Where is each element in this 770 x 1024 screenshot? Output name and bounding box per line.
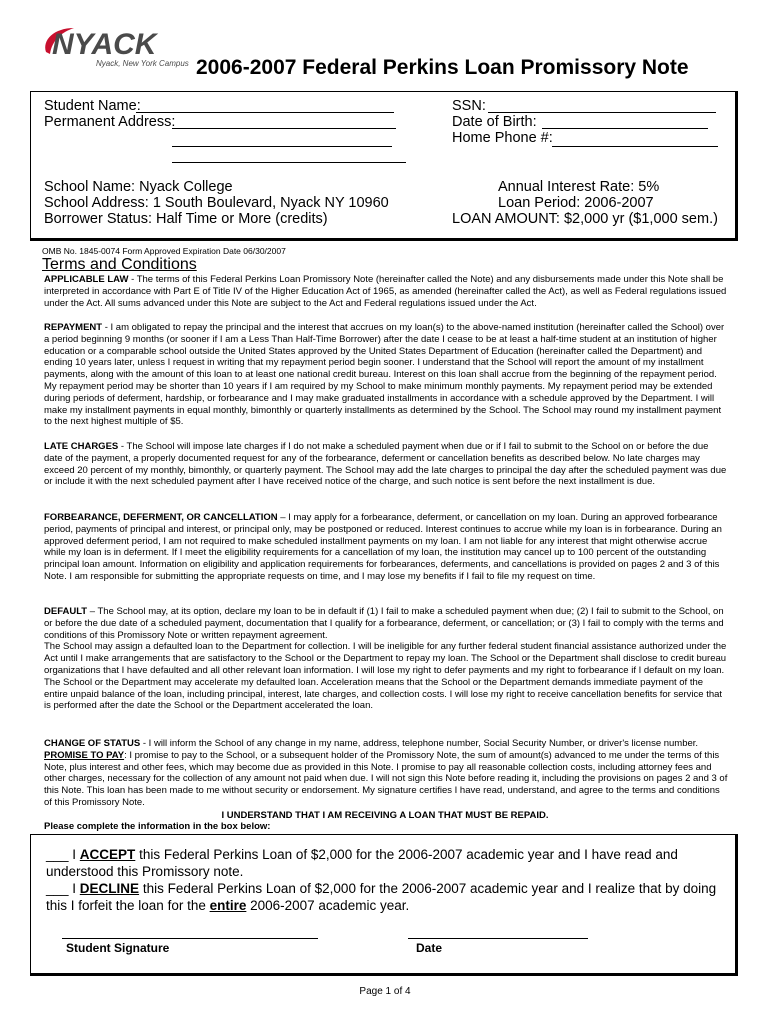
change-of-status-text: - I will inform the School of any change in my name, address, telephone number, Social Security Number, or driver's license number. — [140, 738, 699, 749]
accept-option — [46, 846, 726, 880]
dob-field[interactable] — [542, 128, 708, 129]
late-charges-section — [44, 441, 728, 488]
student-name-row — [44, 98, 141, 114]
loan-period: Loan Period: 2006-2007 — [498, 195, 654, 211]
promise-to-pay-text: : I promise to pay to the School, or a subsequent holder of the Promissory Note, the sum of amount(s) advanced to me under the terms of this Note, plus interest and other fees, which may become due as provided in this Note. I promise to pay all reasonable collection costs, including attorney fees and other charges, necessary for the collection of any amount not paid when due. I will not sign this Note before reading it, including the provisions on pages 2 and 3 of this Note. This loan has been made to me without security or endorsement. My signature certifies I have read, understand, and agree to the terms and conditions of this Promissory Note. — [44, 749, 728, 808]
decline-checkbox-blank[interactable]: ___ — [46, 881, 69, 896]
logo-subtitle: Nyack, New York Campus — [96, 59, 189, 68]
address-line-3[interactable] — [172, 162, 406, 163]
home-phone-field[interactable] — [552, 146, 718, 147]
forbearance-heading: FORBEARANCE, DEFERMENT, OR CANCELLATION — [44, 512, 278, 523]
accept-i: I — [68, 847, 80, 862]
page-number: Page 1 of 4 — [359, 986, 411, 997]
understand-statement: I UNDERSTAND THAT I AM RECEIVING A LOAN THAT MUST BE REPAID. — [221, 810, 549, 821]
student-name-label: Student Name: — [44, 98, 141, 114]
logo-text: NYACK — [52, 28, 157, 61]
default-text: – The School may, at its option, declare my loan to be in default if (1) I fail to make a scheduled payment when due; (2) I fail to submit to the School, on or before the due date of a scheduled payment, documentation that I qualify for a forbearance, deferment, or cancellation; or (3) I fail to comply with the terms and conditions of this Promissory Note or written repayment agreement. — [44, 606, 724, 641]
decline-i: I — [68, 881, 80, 896]
change-of-status-heading: CHANGE OF STATUS — [44, 738, 141, 749]
repayment-section — [44, 322, 728, 428]
accept-checkbox-blank[interactable]: ___ — [46, 847, 69, 862]
repayment-text: - I am obligated to repay the principal and the interest that accrues on my loan(s) to the above-named institution (hereinafter called the School) over a period beginning 9 months (or sooner if I am a Less Than Half-Time Borrower) after the date I cease to be at least a half-time student at an institution of higher education or a comparable school outside the United States approved by the United States Department of Education (hereinafter called the Department) and ending 10 years later, unless I request in writing that my repayment period begin sooner. I understand that the School will report the amount of my installment payments, along with the amount of this loan to at least one national credit bureau. Interest on this loan shall accrue from the beginning of the repayment period. My repayment period may be shorter than 10 years if I am required by my School to make minimum monthly payments. My repayment period may be extended during periods of deferment, hardship, or forbearance and I may make graduated installments in accordance with a schedule approved by the Department. I will make my installment payments in equal monthly, bimonthly or quarterly installments as determined by the School. The School may round my installment payment to the next highest multiple of $5. — [44, 322, 725, 428]
date-label: Date — [416, 941, 443, 955]
terms-heading: Terms and Conditions — [42, 256, 197, 273]
ssn-label: SSN: — [452, 98, 486, 114]
default-section — [44, 606, 728, 712]
document-title: 2006-2007 Federal Perkins Loan Promissory Note — [196, 56, 689, 79]
borrower-status: Borrower Status: Half Time or More (credits) — [44, 211, 328, 227]
permanent-address-label: Permanent Address: — [44, 114, 176, 130]
decline-word: DECLINE — [79, 881, 140, 896]
default-text-2: The School may assign a defaulted loan to the Department for collection. I will be ineligible for any further federal student financial assistance authorized under the Act until I make arrangements that are satisfactory to the School or the Department to repay my loan. The School or the Department shall disclose to credit bureau organizations that I have defaulted and all other relevant loan information. I will lose my right to defer payments and my right to forbearance if I default on my loan. The School or the Department may accelerate my defaulted loan. Acceleration means that the School or the Department demands immediate payment of the entire unpaid balance of the loan, including principal, interest, late charges, and collection costs. I will lose my right to receive cancellation benefits for service that is performed after the date the School or the Department accelerated the loan. — [44, 641, 727, 712]
forbearance-text: – I may apply for a forbearance, deferment, or cancellation on my loan. During an approved forbearance period, payments of principal and interest, or principal only, may be postponed or reduced. Interest continues to accrue while my loan is in forbearance. During an approved deferment period, I am not required to make scheduled installment payments on my loan. I am not liable for any interest that might otherwise accrue while my loan is in deferment. If I meet the eligibility requirements for a cancellation of my loan, the institution may cancel up to 100 percent of the outstanding principal loan amount. Information on eligibility and application requirements for forbearances, deferments, and cancellations is provided on pages 2 and 3 of this Note. I am responsible for submitting the appropriate requests on time, and I may lose my benefits if I fail to file my request on time. — [44, 512, 722, 582]
applicable-law-section — [44, 274, 728, 309]
late-charges-text: - The School will impose late charges if I do not make a scheduled payment when due or if I fail to submit to the School on or before the due date of the payment, a properly documented request for any of the forbearance, deferment or cancellation benefits as described below. No late charges may exceed 20 percent of my monthly, bimonthly, or quarterly payment. The School may add the late charges to principal the day after the scheduled payment was due or include it with the next scheduled payment after I have received notice of the charge, and such notice is sent before the next installment is due. — [44, 441, 727, 488]
dob-label: Date of Birth: — [452, 114, 537, 130]
address-line-2[interactable] — [172, 146, 392, 147]
applicable-law-heading: APPLICABLE LAW — [44, 274, 129, 285]
promise-to-pay-heading: PROMISE TO PAY — [44, 749, 125, 761]
nyack-logo — [40, 22, 190, 74]
address-line-1[interactable] — [172, 128, 396, 129]
change-of-status-section — [44, 738, 728, 809]
student-name-field[interactable] — [136, 112, 394, 113]
annual-interest-rate: Annual Interest Rate: 5% — [498, 179, 660, 195]
forbearance-section — [44, 512, 728, 583]
decline-option — [46, 880, 726, 914]
decline-text: this Federal Perkins Loan of $2,000 for the 2006-2007 academic year and I realize that by doing this I forfeit the loan for the — [46, 881, 717, 913]
decline-text-end: 2006-2007 academic year. — [246, 898, 410, 913]
repayment-heading: REPAYMENT — [44, 322, 103, 333]
entire-word: entire — [209, 898, 247, 913]
applicable-law-text: - The terms of this Federal Perkins Loan Promissory Note (hereinafter called the Note) and any disbursements made under this Note shall be interpreted in accordance with Part E of Title IV of the Higher Education Act of 1965, as amended (hereinafter called the Act), as well as Federal regulations issued under the Act. All sums advanced under this Note are subject to the Act and Federal regulations issued under the Act. — [44, 274, 727, 309]
school-name: School Name: Nyack College — [44, 179, 233, 195]
home-phone-label: Home Phone #: — [452, 130, 553, 146]
complete-instruction: Please complete the information in the box below: — [44, 821, 271, 832]
school-address: School Address: 1 South Boulevard, Nyack NY 10960 — [44, 195, 389, 211]
signature-line[interactable] — [62, 938, 318, 939]
loan-amount: LOAN AMOUNT: $2,000 yr ($1,000 sem.) — [452, 211, 718, 227]
date-line[interactable] — [408, 938, 588, 939]
permanent-address-row — [44, 114, 175, 130]
signature-label: Student Signature — [66, 941, 170, 955]
accept-word: ACCEPT — [79, 847, 136, 862]
ssn-field[interactable] — [488, 112, 716, 113]
default-heading: DEFAULT — [44, 606, 88, 617]
accept-text: this Federal Perkins Loan of $2,000 for the 2006-2007 academic year and I have read and understood this Promissory note. — [46, 847, 678, 879]
omb-number: OMB No. 1845-0074 Form Approved Expiration Date 06/30/2007 — [42, 246, 286, 256]
late-charges-heading: LATE CHARGES — [44, 441, 119, 452]
